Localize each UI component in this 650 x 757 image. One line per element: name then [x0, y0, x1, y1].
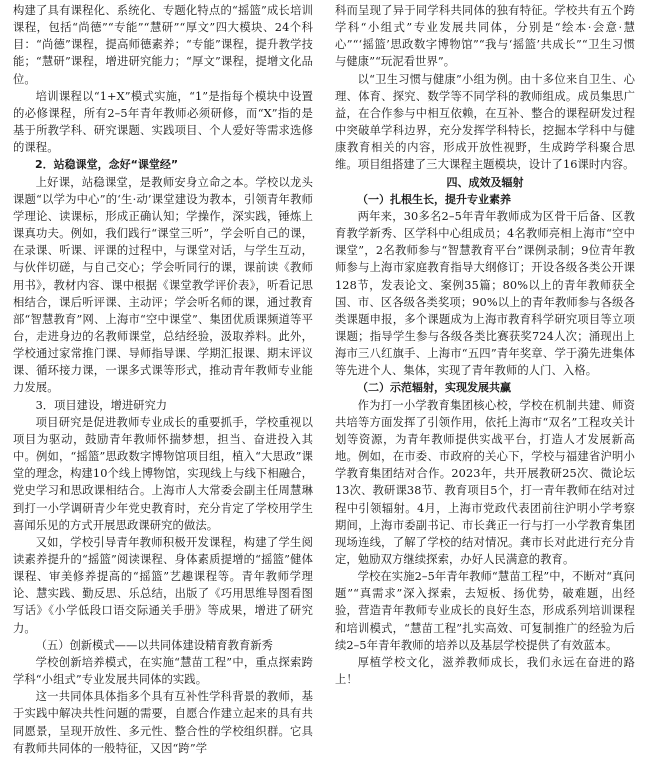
- section-heading: 3．项目建设，增进研究力: [35, 398, 168, 412]
- subsection-heading: （一）扎根生长，提升专业素养: [357, 192, 511, 206]
- paragraph: 以“卫生习惯与健康”小组为例。由十多位来自卫生、心理、体育、探究、数学等不同学科的教师组成。成员集思广益，在合作参与中相互依赖，在互补、整合的课程研发过程中突破单学科边界，充分发挥学科特长，挖掘本学科中与健康教育相关的内容，形成开放性视野，生成跨学科聚合思维。项目组搭建了三大课程主题模块，设计了16课时内容。: [335, 72, 635, 172]
- paragraph: 作为打一小学教育集团核心校，学校在机制共建、师资共培等方面发挥了引领作用，依托上海市“双名”工程攻关计划等资源，为青年教师提供实战平台，打造人才发展新高地。例如，在市委、市政府的关心下，学校与福建省沪明小学教育集团结对合作。2023年，共开展教研25次、微论坛13次、教研课38节、教育项目5个，打一青年教师在结对过程中引领辐射。4月，上海市党政代表团前往沪明小学考察期间，上海市委副书记、市长龚正一行与打一小学教育集团现场连线，了解了学校的结对情况。龚市长对此进行充分肯定，勉励双方继续探索，办好人民满意的教育。: [335, 398, 635, 566]
- section-heading: 2．站稳课堂，念好“课堂经”: [35, 158, 179, 172]
- paragraph: 构建了具有课程化、系统化、专题化特点的“摇篮”成长培训课程，包括“尚德”“专能”“慧研”“厚文”四大模块、24个科目：“尚德”课程，提高师德素养；“专能”课程，提升教学技能；“慧研”课程，增进研究能力；“厚文”课程，提增文化品位。: [13, 4, 313, 86]
- paragraph: 学校在实施2–5年青年教师“慧苗工程”中，不断对“真问题”“真需求”深入探索，去短板、扬优势，破难题，出经验，营造青年教师专业成长的良好生态，形成系列培训课程和培训模式，“慧苗工程”扎实高效、可复制推广的经验为后续2–5年青年教师的培养以及基层学校提供了有效蓝本。: [335, 570, 635, 652]
- paragraph: 厚植学校文化，滋养教师成长，我们永远在奋进的路上！: [335, 655, 635, 687]
- paragraph: 这一共同体具体指多个具有互补性学科背景的教师，基于实践中解决共性问题的需要，自愿合作建立起来的具有共同愿景，呈现开放性、多元性、整合性的学校组织群。它具有教师共同体的一般特征，又因“跨”学: [13, 690, 313, 755]
- paragraph: 科而呈现了异于同学科共同体的独有特征。学校共有五个跨学科“小组式”专业发展共同体，分别是“绘本·会意·慧心”“‘摇篮’思政数字博物馆”“我与‘摇篮’共成长”“卫生习惯与健康”“玩泥看世界”。: [335, 4, 635, 69]
- subsection-heading: （二）示范辐射，实现发展共赢: [357, 381, 511, 395]
- paragraph: 培训课程以“1+X”模式实施，“1”是指每个模块中设置的必修课程，所有2–5年青年教师必须研修，而“X”指的是基于所教学科、研究课题、实践项目、个人爱好等需求选修的课程。: [13, 89, 313, 155]
- paragraph: 两年来，30多名2–5年青年教师成为区骨干后备、区教育教学新秀、区学科中心组成员；4名教师亮相上海市“空中课堂”，2名教师参与“智慧教育平台”课例录制；9位青年教师参与上海市家庭教育指导大纲修订；开设各级各类公开课128节，发表论文、案例35篇；80%以上的青年教师获全国、市、区各级各类奖项；90%以上的青年教师参与各级各类课题申报，多个课题成为上海市教育科学研究项目等立项课题；指导学生参与各级各类比赛获奖724人次；涌现出上海市三八红旗手、上海市“五四”青年奖章、学于漪先进集体等先进个人、集体，实现了青年教师的人门、入格。: [335, 209, 635, 378]
- paragraph: 学校创新培养模式，在实施“慧苗工程”中，重点探索跨学科“小组式”专业发展共同体的实践。: [13, 655, 313, 687]
- section-heading: 四、成效及辐射: [446, 175, 524, 189]
- paragraph: 项目研究是促进教师专业成长的重要抓手，学校重视以项目为驱动，鼓励青年教师怀揣梦想，担当、奋进投入其中。例如，“摇篮”思政数字博物馆项目组，植入“大思政”课堂的理念，构建10个线上博物馆，实现线上与线下相融合，党史学习和思政课相结合。上海市人大常委会副主任周慧琳到打一小学调研青少年党史教育时，充分肯定了学校用学生喜闻乐见的方式开展思政课研究的做法。: [13, 415, 313, 532]
- paragraph: 上好课，站稳课堂，是教师安身立命之本。学校以龙头课题“以学为中心”的‘生·动’课堂建设为教本，引领青年教师学理论、读课标，形成正确认知；学操作，深实践，锤炼上课真功夫。例如，我们践行“课堂三听”，学会听自己的课，在录课、听课、评课的过程中，与课堂对话，与学生互动，与伙伴切磋，与自己交心；学会听同行的课，课前读《教师用书》，教材内容、课中根据《课堂教学评价表》，听看记思相结合，课后听评课、主动评；学会听名师的课，通过教育部“智慧教育”网、上海市“空中课堂”、集团优质课频道等平台，走进身边的名教师课堂，总结经验，汲取养料。此外，学校通过家常推门课、导师指导课、学期汇报课、期末评议课、循环接力课，一课多式课等形式，推动青年教师专业能力发展。: [13, 175, 313, 395]
- section-heading: （五）创新模式——以共同体建设精育教育新秀: [35, 638, 273, 652]
- left-column: [13, 2, 313, 757]
- paragraph: 又如，学校引导青年教师积极开发课程，构建了学生阅读素养提升的“摇篮”阅读课程、身体素质提增的“摇篮”健体课程、审美修养提高的“摇篮”艺趣课程等。青年教师学理论、慧实践、勤反思、乐总结，出版了《巧用思维导图看图写话》《小学低段口语交际通关手册》等成果，增进了研究力。: [13, 535, 313, 635]
- right-column: [335, 2, 635, 688]
